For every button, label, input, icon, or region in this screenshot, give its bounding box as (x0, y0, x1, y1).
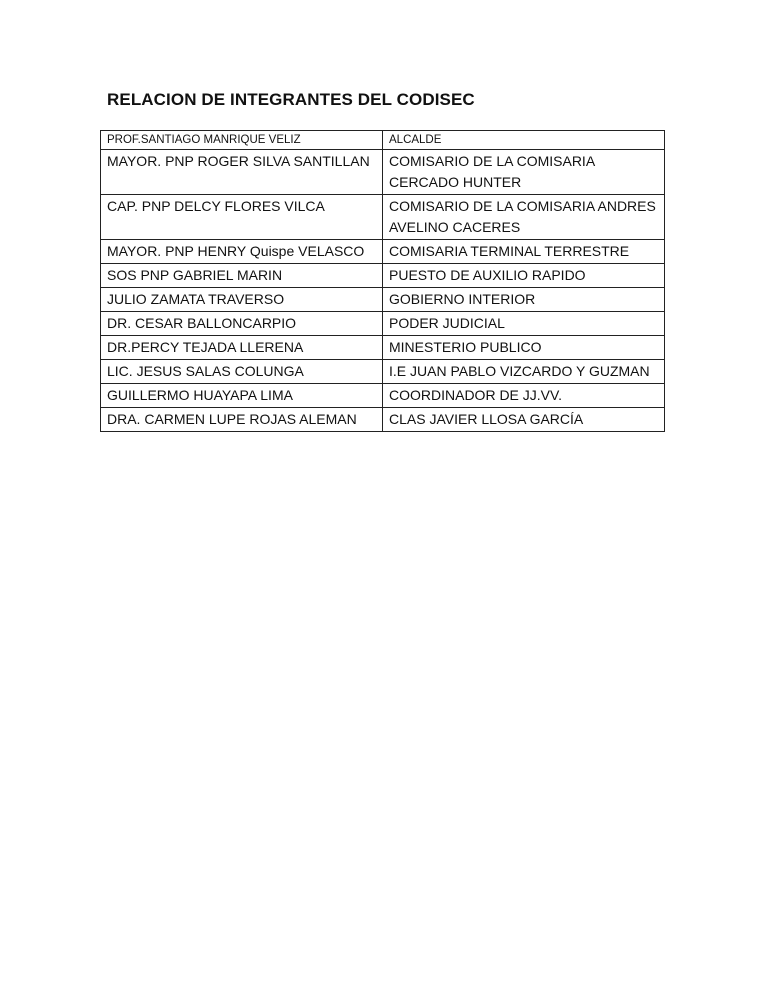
member-name-cell: MAYOR. PNP HENRY Quispe VELASCO (101, 240, 383, 264)
table-row (101, 312, 665, 336)
member-role-cell: COMISARIO DE LA COMISARIA ANDRES AVELINO CACERES (383, 195, 665, 240)
table-row (101, 384, 665, 408)
member-name-cell: PROF.SANTIAGO MANRIQUE VELIZ (101, 131, 383, 150)
table-row (101, 240, 665, 264)
table-row (101, 360, 665, 384)
member-name-cell: DR. CESAR BALLONCARPIO (101, 312, 383, 336)
member-role-cell: MINESTERIO PUBLICO (383, 336, 665, 360)
members-table (100, 130, 665, 432)
member-role-cell: COORDINADOR DE JJ.VV. (383, 384, 665, 408)
member-name-cell: DRA. CARMEN LUPE ROJAS ALEMAN (101, 408, 383, 432)
member-name-cell: LIC. JESUS SALAS COLUNGA (101, 360, 383, 384)
member-name-cell: SOS PNP GABRIEL MARIN (101, 264, 383, 288)
table-row (101, 131, 665, 150)
member-name-cell: DR.PERCY TEJADA LLERENA (101, 336, 383, 360)
member-name-cell: CAP. PNP DELCY FLORES VILCA (101, 195, 383, 240)
member-name-cell: GUILLERMO HUAYAPA LIMA (101, 384, 383, 408)
table-row (101, 288, 665, 312)
member-role-cell: COMISARIO DE LA COMISARIA CERCADO HUNTER (383, 150, 665, 195)
member-name-cell: JULIO ZAMATA TRAVERSO (101, 288, 383, 312)
member-role-cell: PODER JUDICIAL (383, 312, 665, 336)
table-row (101, 408, 665, 432)
member-role-cell: I.E JUAN PABLO VIZCARDO Y GUZMAN (383, 360, 665, 384)
member-role-cell: CLAS JAVIER LLOSA GARCÍA (383, 408, 665, 432)
member-role-cell: GOBIERNO INTERIOR (383, 288, 665, 312)
member-name-cell: MAYOR. PNP ROGER SILVA SANTILLAN (101, 150, 383, 195)
member-role-cell: COMISARIA TERMINAL TERRESTRE (383, 240, 665, 264)
table-row (101, 336, 665, 360)
table-row (101, 150, 665, 195)
member-role-cell: PUESTO DE AUXILIO RAPIDO (383, 264, 665, 288)
page-title: RELACION DE INTEGRANTES DEL CODISEC (107, 90, 475, 109)
table-row (101, 195, 665, 240)
table-row (101, 264, 665, 288)
member-role-cell: ALCALDE (383, 131, 665, 150)
